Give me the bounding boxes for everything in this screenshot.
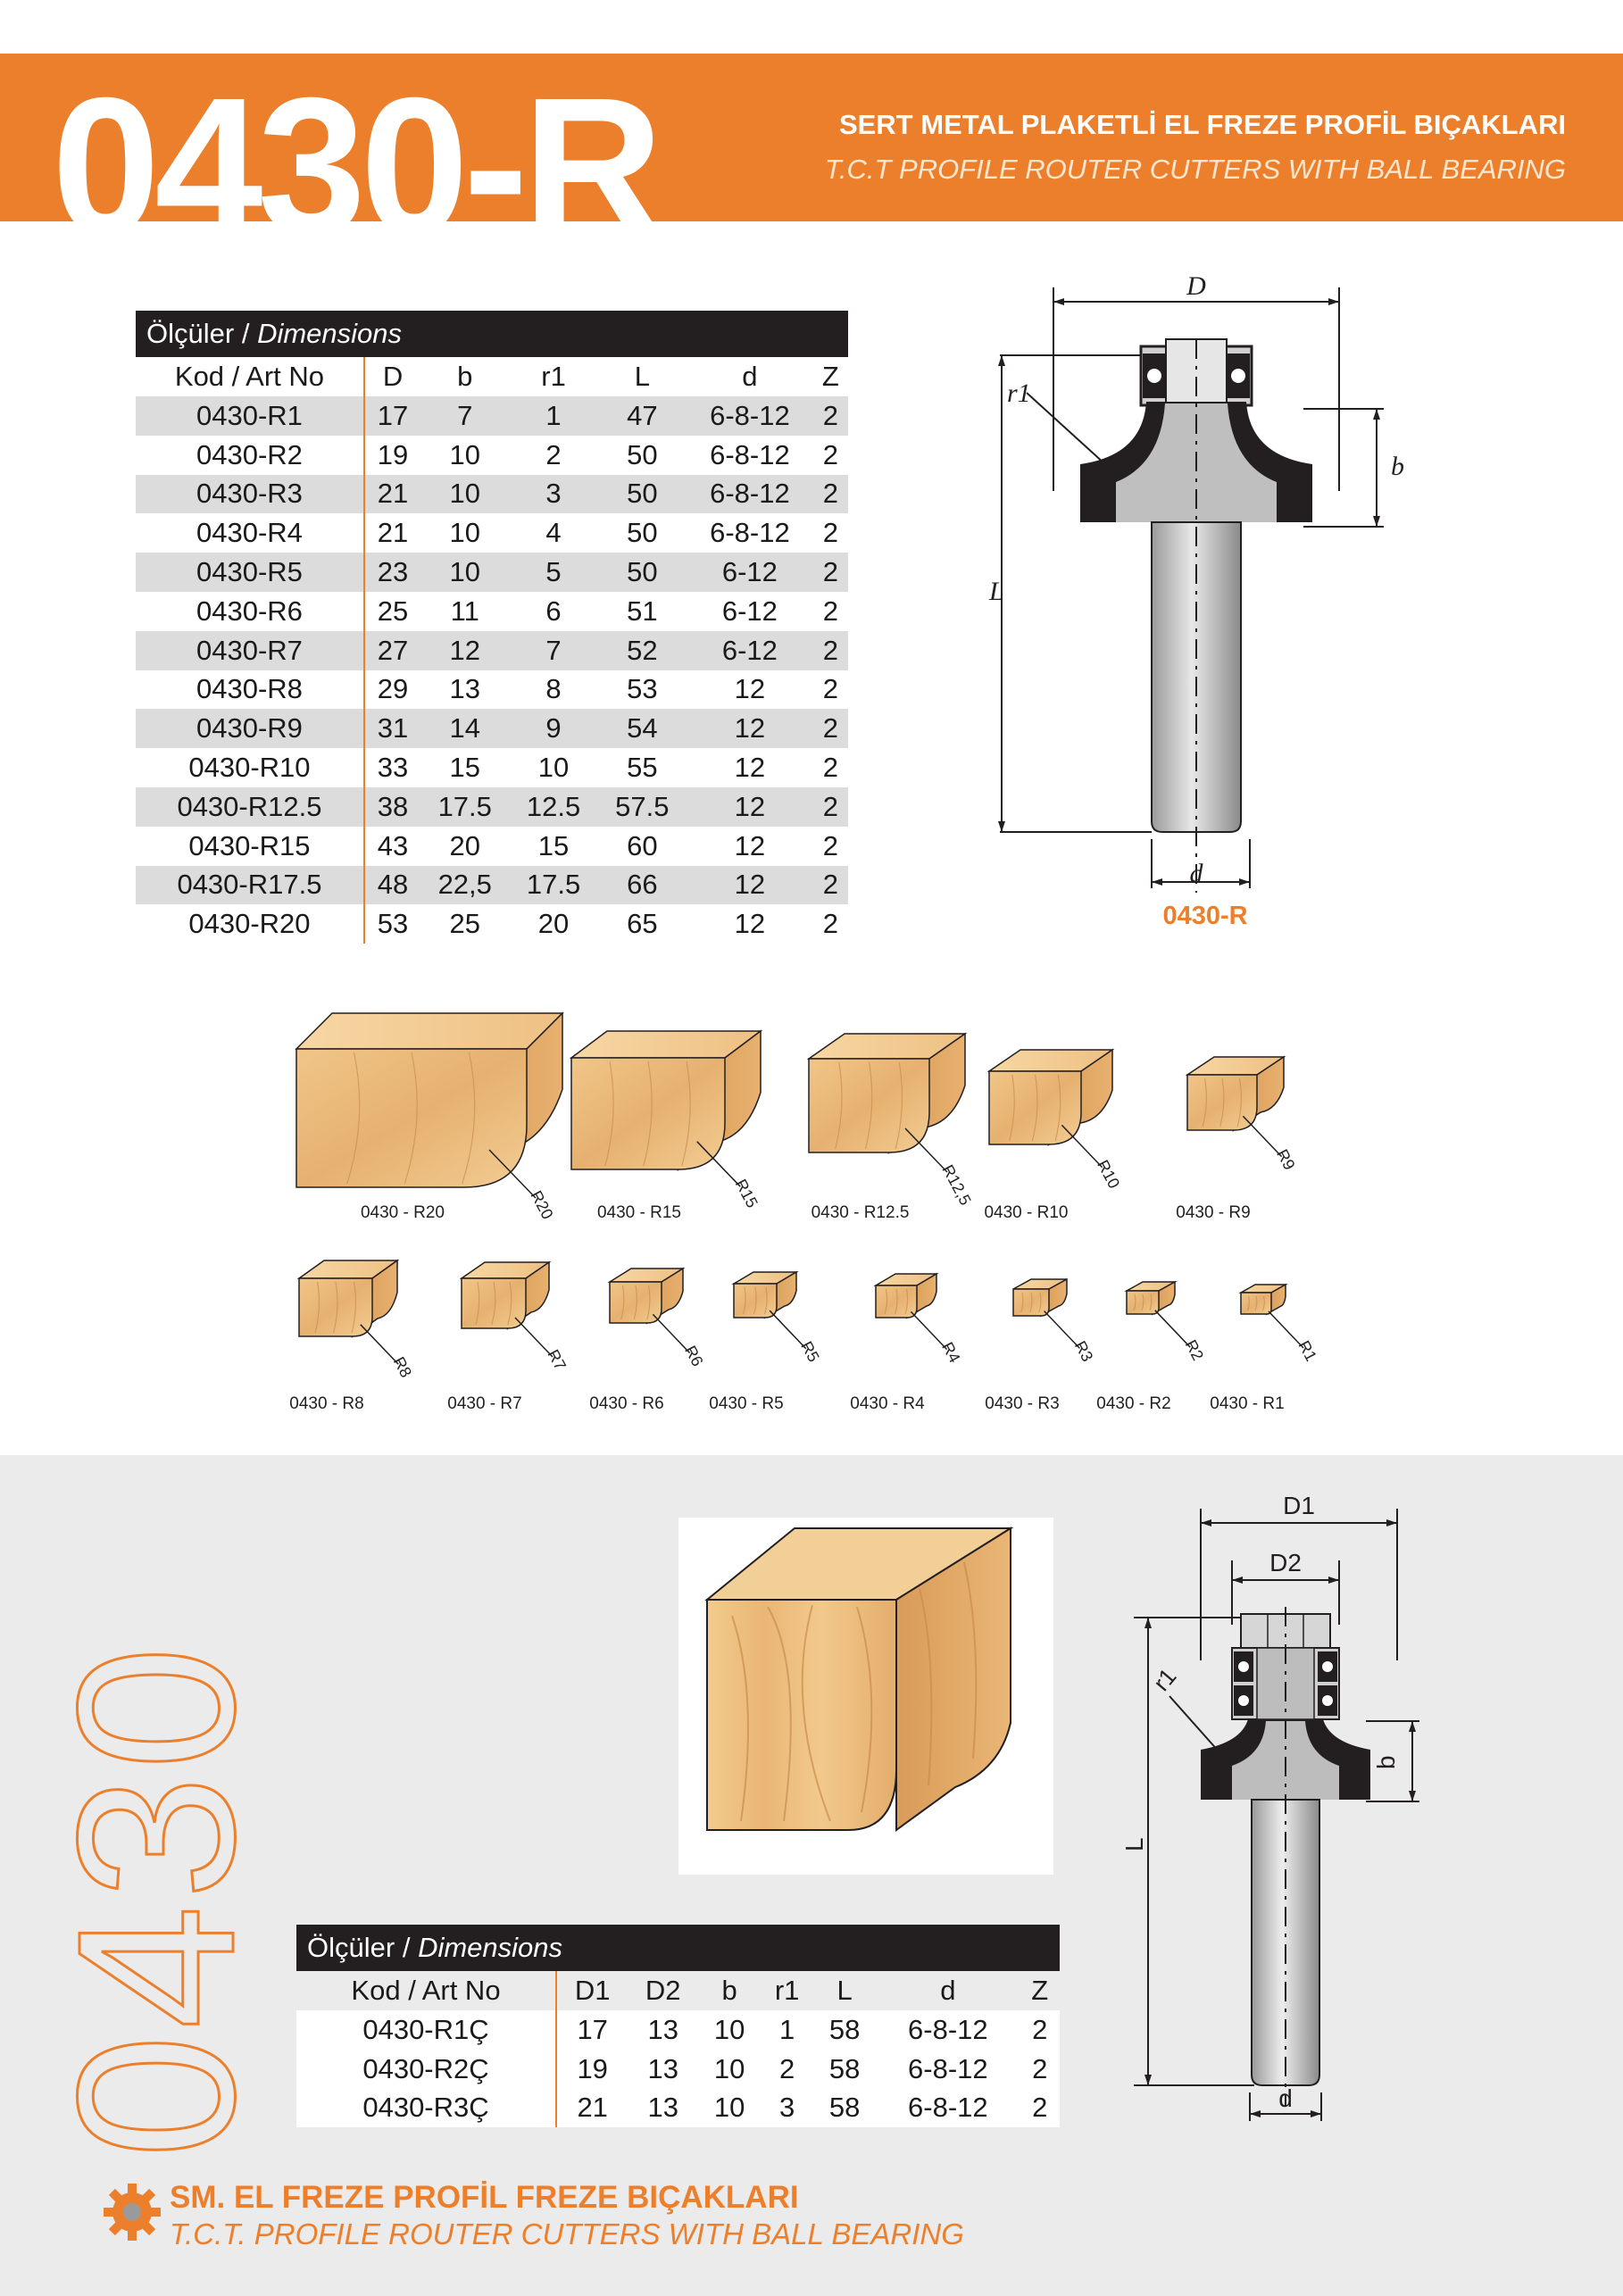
table-cell: 19	[377, 438, 409, 470]
table-cell: 58	[813, 2089, 876, 2128]
table-row	[296, 2089, 1060, 2128]
table-cell: 21	[377, 517, 409, 549]
table-cell: 25	[377, 595, 409, 627]
profile-sample-1-4	[1176, 1057, 1298, 1222]
table-cell: 6-12	[687, 553, 813, 592]
sample-radius-label: R9	[1273, 1146, 1299, 1173]
table-header-row	[136, 357, 848, 396]
table-cell: 10	[420, 553, 509, 592]
table-cell: 2	[822, 752, 839, 784]
column-header: d	[940, 1975, 956, 2006]
sample-label: 0430 - R2	[1096, 1394, 1171, 1413]
table-cell: 6-8-12	[876, 2089, 1020, 2128]
table-cell: 8	[545, 673, 562, 705]
table-row	[136, 631, 848, 670]
footer-title-turkish: SM. EL FREZE PROFİL FREZE BIÇAKLARI	[170, 2180, 799, 2215]
dim-label-r1: r1	[1007, 379, 1031, 408]
profile-sample-2-4	[850, 1274, 963, 1413]
table-cell: 10	[698, 2089, 761, 2128]
cell-code: 0430-R2	[136, 436, 364, 475]
sample-radius-label: R8	[389, 1353, 416, 1381]
column-header: r1	[774, 1975, 800, 2006]
profile-sample-2-6	[1096, 1282, 1207, 1413]
dim-label-D: D	[1186, 271, 1206, 301]
sample-label: 0430 - R12.5	[811, 1203, 910, 1222]
cell-code: 0430-R17.5	[136, 866, 364, 905]
dim-label-r1-secondary: r1	[1147, 1662, 1182, 1696]
table-cell: 2	[1020, 2089, 1060, 2128]
sample-radius-label: R12,5	[938, 1161, 975, 1209]
table-cell: 53	[627, 673, 658, 705]
cutter-diagram-secondary	[1116, 1482, 1455, 2142]
table-cell: 17	[556, 2010, 628, 2050]
table-cell: 31	[364, 709, 420, 748]
profile-sample-2-7	[1210, 1285, 1320, 1413]
table-row	[296, 2010, 1060, 2050]
sample-radius-label: R1	[1294, 1337, 1320, 1365]
header-band	[0, 54, 1623, 275]
table-cell: 1	[761, 2010, 813, 2050]
table-cell: 10	[449, 517, 480, 549]
table-cell: 55	[627, 752, 658, 784]
table-row	[136, 513, 848, 553]
cell-code: 0430-R3Ç	[296, 2089, 556, 2128]
profile-samples	[268, 991, 1411, 1428]
table-cell: 6-8-12	[687, 475, 813, 514]
table-row	[296, 2050, 1060, 2089]
cell-code: 0430-R7	[136, 631, 364, 670]
table-cell: 60	[627, 829, 658, 861]
sample-label: 0430 - R10	[984, 1203, 1069, 1222]
column-header: b	[457, 361, 473, 392]
table-cell: 58	[813, 2050, 876, 2089]
dimensions-table-secondary	[296, 1925, 1060, 2127]
table-cell: 10	[698, 2050, 761, 2089]
table-cell: 52	[598, 631, 687, 670]
cell-code: 0430-R3	[136, 475, 364, 514]
column-header: b	[721, 1975, 737, 2006]
table-row	[136, 866, 848, 905]
table2-caption: Ölçüler / Dimensions	[296, 1925, 1060, 1971]
cell-code: 0430-R1	[136, 396, 364, 436]
table2-header-row	[296, 1971, 1060, 2010]
table-cell: 3	[761, 2089, 813, 2128]
header-title-english: T.C.T PROFILE ROUTER CUTTERS WITH BALL BEARING	[824, 154, 1566, 185]
table-cell: 2	[813, 787, 848, 827]
table-cell: 2	[813, 709, 848, 748]
table-cell: 6-8-12	[710, 517, 790, 549]
table-row	[136, 553, 848, 592]
table-cell: 2	[545, 438, 562, 470]
sample-label: 0430 - R4	[850, 1394, 925, 1413]
table-cell: 2	[822, 829, 839, 861]
table-cell: 7	[509, 631, 597, 670]
dim-label-b-secondary: b	[1372, 1755, 1400, 1769]
profile-sample-2-3	[709, 1272, 822, 1413]
sample-label: 0430 - R20	[360, 1203, 445, 1222]
profile-sample-1-0	[296, 1013, 562, 1222]
column-header: L	[634, 361, 650, 392]
table-cell: 6-8-12	[876, 2050, 1020, 2089]
table-cell: 12	[687, 709, 813, 748]
sample-radius-label: R10	[1094, 1157, 1124, 1192]
sample-radius-label: R6	[681, 1343, 707, 1369]
sample-radius-label: R3	[1070, 1337, 1097, 1365]
sample-radius-label: R20	[527, 1187, 557, 1223]
sample-label: 0430 - R7	[447, 1394, 522, 1413]
dim-label-D1: D1	[1283, 1492, 1315, 1519]
sample-radius-label: R15	[731, 1176, 762, 1211]
table-cell: 12	[420, 631, 509, 670]
table-cell: 17	[364, 396, 420, 436]
column-header: Z	[821, 361, 839, 392]
vertical-code-outline	[31, 1555, 280, 2162]
table-cell: 7	[420, 396, 509, 436]
table-cell: 6-8-12	[876, 2010, 1020, 2050]
cell-code: 0430-R2Ç	[296, 2050, 556, 2089]
table-cell: 9	[509, 709, 597, 748]
table-cell: 4	[545, 517, 562, 549]
table-cell: 13	[628, 2010, 698, 2050]
sample-label: 0430 - R1	[1210, 1394, 1285, 1413]
table-cell: 20	[449, 829, 480, 861]
footer-title-english: T.C.T. PROFILE ROUTER CUTTERS WITH BALL BEARING	[170, 2217, 964, 2250]
cell-code: 0430-R6	[136, 592, 364, 631]
sample-label: 0430 - R6	[589, 1394, 664, 1413]
table-cell: 25	[449, 908, 480, 940]
table-row	[136, 592, 848, 631]
table-cell: 10	[698, 2010, 761, 2050]
cell-code: 0430-R12.5	[136, 787, 364, 827]
gear-logo-icon	[100, 2180, 164, 2244]
table-cell: 2	[822, 908, 839, 940]
table-cell: 66	[598, 866, 687, 905]
dim-label-d: d	[1189, 859, 1203, 888]
table-cell: 15	[537, 829, 570, 861]
table-cell: 50	[598, 553, 687, 592]
profile-sample-1-3	[984, 1050, 1123, 1222]
table-cell: 23	[364, 553, 420, 592]
table-cell: 6	[545, 595, 562, 627]
table-row	[136, 436, 848, 475]
table-cell: 13	[628, 2089, 698, 2128]
profile-sample-2-1	[447, 1262, 570, 1413]
table-cell: 2	[813, 866, 848, 905]
table-cell: 43	[377, 829, 409, 861]
sample-label: 0430 - R9	[1176, 1203, 1251, 1222]
table-cell: 15	[449, 752, 480, 784]
table-cell: 5	[509, 553, 597, 592]
table-cell: 2	[822, 673, 839, 705]
column-header: r1	[541, 361, 566, 392]
table-cell: 50	[627, 517, 658, 549]
profile-sample-1-2	[809, 1034, 975, 1222]
table-cell: 51	[627, 595, 658, 627]
svg-text:0430: 0430	[31, 1640, 280, 2159]
column-header: Z	[1031, 1975, 1049, 2006]
table-cell: 10	[537, 752, 570, 784]
profile-sample-1-1	[571, 1031, 762, 1222]
sample-radius-label: R2	[1181, 1336, 1208, 1364]
column-header: d	[742, 361, 758, 392]
table-cell: 47	[598, 396, 687, 436]
table-cell: 12.5	[509, 787, 597, 827]
table-cell: 22,5	[420, 866, 509, 905]
table-cell: 57.5	[598, 787, 687, 827]
column-header-code: Kod / Art No	[296, 1971, 556, 2010]
table-cell: 21	[364, 475, 420, 514]
table-cell: 11	[450, 595, 479, 627]
profile-sample-2-5	[985, 1279, 1096, 1413]
table-cell: 2	[1020, 2010, 1060, 2050]
header-title-turkish: SERT METAL PLAKETLİ EL FREZE PROFİL BIÇAKLARI	[838, 109, 1566, 140]
table-cell: 54	[598, 709, 687, 748]
table-cell: 2	[822, 517, 839, 549]
table-row	[136, 396, 848, 436]
table-cell: 6-12	[687, 631, 813, 670]
sample-radius-label: R5	[797, 1338, 823, 1365]
table-cell: 48	[364, 866, 420, 905]
table-cell: 12	[734, 673, 766, 705]
sample-radius-label: R7	[544, 1346, 570, 1374]
table-cell: 19	[556, 2050, 628, 2089]
table-cell: 17.5	[509, 866, 597, 905]
table-cell: 2	[813, 631, 848, 670]
table-cell: 2	[813, 553, 848, 592]
dim-label-D2: D2	[1269, 1549, 1302, 1576]
table-cell: 65	[627, 908, 658, 940]
table-cell: 50	[598, 475, 687, 514]
table-cell: 13	[449, 673, 480, 705]
table-cell: 2	[1020, 2050, 1060, 2089]
sample-label: 0430 - R3	[985, 1394, 1060, 1413]
column-header: D2	[645, 1975, 681, 2006]
dim-label-d-secondary: d	[1278, 2084, 1293, 2112]
table-cell: 2	[761, 2050, 813, 2089]
cell-code: 0430-R15	[136, 827, 364, 866]
table-cell: 58	[813, 2010, 876, 2050]
table-cell: 6-8-12	[710, 438, 790, 470]
table-row	[136, 748, 848, 787]
cell-code: 0430-R10	[136, 748, 364, 787]
table-row	[136, 670, 848, 710]
column-header-code: Kod / Art No	[136, 357, 364, 396]
profile-sample-2-0	[289, 1260, 415, 1413]
table-cell: 12	[734, 829, 766, 861]
diagram-caption: 0430-R	[1162, 902, 1248, 930]
table-cell: 21	[556, 2089, 628, 2128]
sample-label: 0430 - R15	[596, 1203, 682, 1222]
table-row	[136, 787, 848, 827]
table-cell: 2	[813, 396, 848, 436]
table-cell: 1	[509, 396, 597, 436]
sample-radius-label: R4	[938, 1339, 964, 1366]
table-cell: 6-12	[721, 595, 778, 627]
dim-label-L: L	[989, 577, 1004, 606]
table-cell: 27	[364, 631, 420, 670]
cell-code: 0430-R20	[136, 904, 364, 944]
dimensions-table-main	[136, 311, 848, 944]
table-cell: 33	[377, 752, 409, 784]
cell-code: 0430-R8	[136, 670, 364, 710]
table-cell: 17.5	[420, 787, 509, 827]
sample-label: 0430 - R8	[289, 1394, 364, 1413]
table-row	[136, 827, 848, 866]
cutter-diagram-main	[982, 268, 1446, 946]
table-cell: 50	[627, 438, 658, 470]
profile-sample-2-2	[589, 1269, 706, 1413]
dim-label-b: b	[1391, 452, 1404, 481]
table-cell: 12	[734, 908, 766, 940]
table-cell: 10	[420, 475, 509, 514]
table-cell: 38	[364, 787, 420, 827]
cell-code: 0430-R5	[136, 553, 364, 592]
table-cell: 2	[813, 475, 848, 514]
table-cell: 2	[822, 438, 839, 470]
dim-label-L-secondary: L	[1120, 1837, 1148, 1851]
table-cell: 12	[687, 866, 813, 905]
table-cell: 2	[822, 595, 839, 627]
profile-sample-large	[678, 1518, 1053, 1875]
table-cell: 3	[509, 475, 597, 514]
cell-code: 0430-R9	[136, 709, 364, 748]
table-cell: 13	[628, 2050, 698, 2089]
table-cell: 12	[687, 787, 813, 827]
column-header: D1	[574, 1975, 611, 2006]
cell-code: 0430-R4	[136, 513, 364, 553]
table-cell: 20	[537, 908, 570, 940]
table-cell: 14	[420, 709, 509, 748]
table-row	[136, 475, 848, 514]
column-header: D	[382, 361, 404, 392]
table-cell: 53	[377, 908, 409, 940]
table-caption: Ölçüler / Dimensions	[136, 311, 848, 357]
table-row	[136, 904, 848, 944]
table-cell: 12	[734, 752, 766, 784]
table-cell: 6-8-12	[687, 396, 813, 436]
sample-label: 0430 - R5	[709, 1394, 784, 1413]
cell-code: 0430-R1Ç	[296, 2010, 556, 2050]
table-row	[136, 709, 848, 748]
column-header: L	[836, 1975, 853, 2006]
product-code-title: 0430-R	[52, 58, 658, 275]
table-cell: 29	[377, 673, 409, 705]
table-cell: 10	[449, 438, 480, 470]
